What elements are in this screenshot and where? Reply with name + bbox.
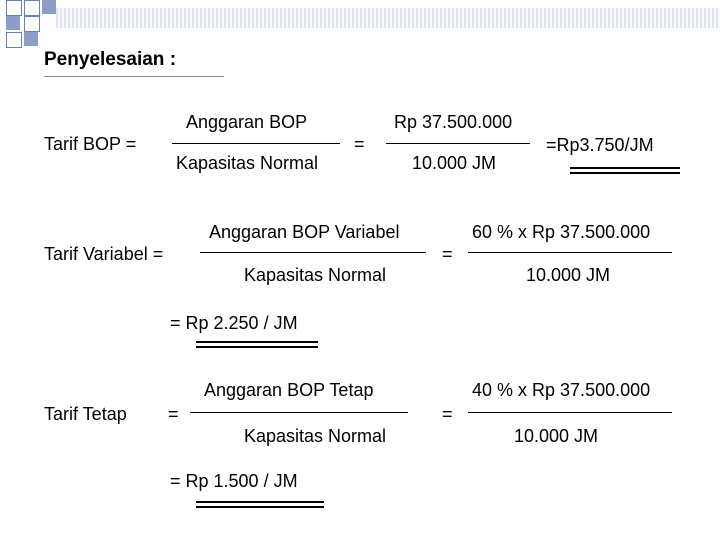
- fraction-bar: [468, 412, 672, 413]
- decor-square-filled: [24, 32, 38, 46]
- decor-square: [24, 0, 40, 16]
- tarif-variabel-value-denominator: 10.000 JM: [526, 265, 611, 285]
- tarif-tetap-label: Tarif Tetap: [44, 404, 127, 424]
- equals-sign: =: [168, 404, 179, 424]
- page-title: Penyelesaian :: [44, 49, 177, 70]
- tarif-tetap-denominator: Kapasitas Normal: [244, 426, 387, 446]
- tarif-variabel-result: = Rp 2.250 / JM: [170, 313, 298, 333]
- tarif-bop-result: =Rp3.750/JM: [546, 135, 654, 155]
- tarif-variabel-value-numerator: 60 % x Rp 37.500.000: [472, 222, 651, 242]
- fraction-bar: [468, 252, 672, 253]
- tarif-tetap-numerator: Anggaran BOP Tetap: [204, 380, 374, 400]
- fraction-bar: [190, 412, 408, 413]
- decor-square: [24, 16, 40, 32]
- header-stripe-band: [56, 8, 720, 28]
- tarif-bop-numerator: Anggaran BOP: [186, 112, 308, 132]
- tarif-variabel-label: Tarif Variabel =: [44, 244, 164, 264]
- equals-sign: =: [354, 134, 365, 154]
- result-double-underline: [196, 346, 318, 348]
- tarif-tetap-value-denominator: 10.000 JM: [514, 426, 599, 446]
- tarif-bop-value-denominator: 10.000 JM: [412, 153, 497, 173]
- fraction-bar: [200, 252, 426, 253]
- decor-square-filled: [42, 0, 56, 14]
- result-double-underline: [570, 167, 680, 169]
- result-double-underline: [570, 172, 680, 174]
- equals-sign: =: [442, 404, 453, 424]
- tarif-tetap-result: = Rp 1.500 / JM: [170, 471, 298, 491]
- result-double-underline: [196, 506, 324, 508]
- decor-square-filled: [6, 16, 20, 30]
- decor-square: [6, 0, 22, 16]
- tarif-tetap-value-numerator: 40 % x Rp 37.500.000: [472, 380, 651, 400]
- tarif-variabel-numerator: Anggaran BOP Variabel: [209, 222, 400, 242]
- fraction-bar: [172, 143, 340, 144]
- title-underline: [44, 76, 224, 77]
- decor-square: [6, 32, 22, 48]
- tarif-bop-denominator: Kapasitas Normal: [176, 153, 319, 173]
- result-double-underline: [196, 341, 318, 343]
- result-double-underline: [196, 501, 324, 503]
- fraction-bar: [386, 143, 530, 144]
- tarif-variabel-denominator: Kapasitas Normal: [244, 265, 387, 285]
- tarif-bop-label: Tarif BOP =: [44, 134, 137, 154]
- equals-sign: =: [442, 244, 453, 264]
- tarif-bop-value-numerator: Rp 37.500.000: [394, 112, 513, 132]
